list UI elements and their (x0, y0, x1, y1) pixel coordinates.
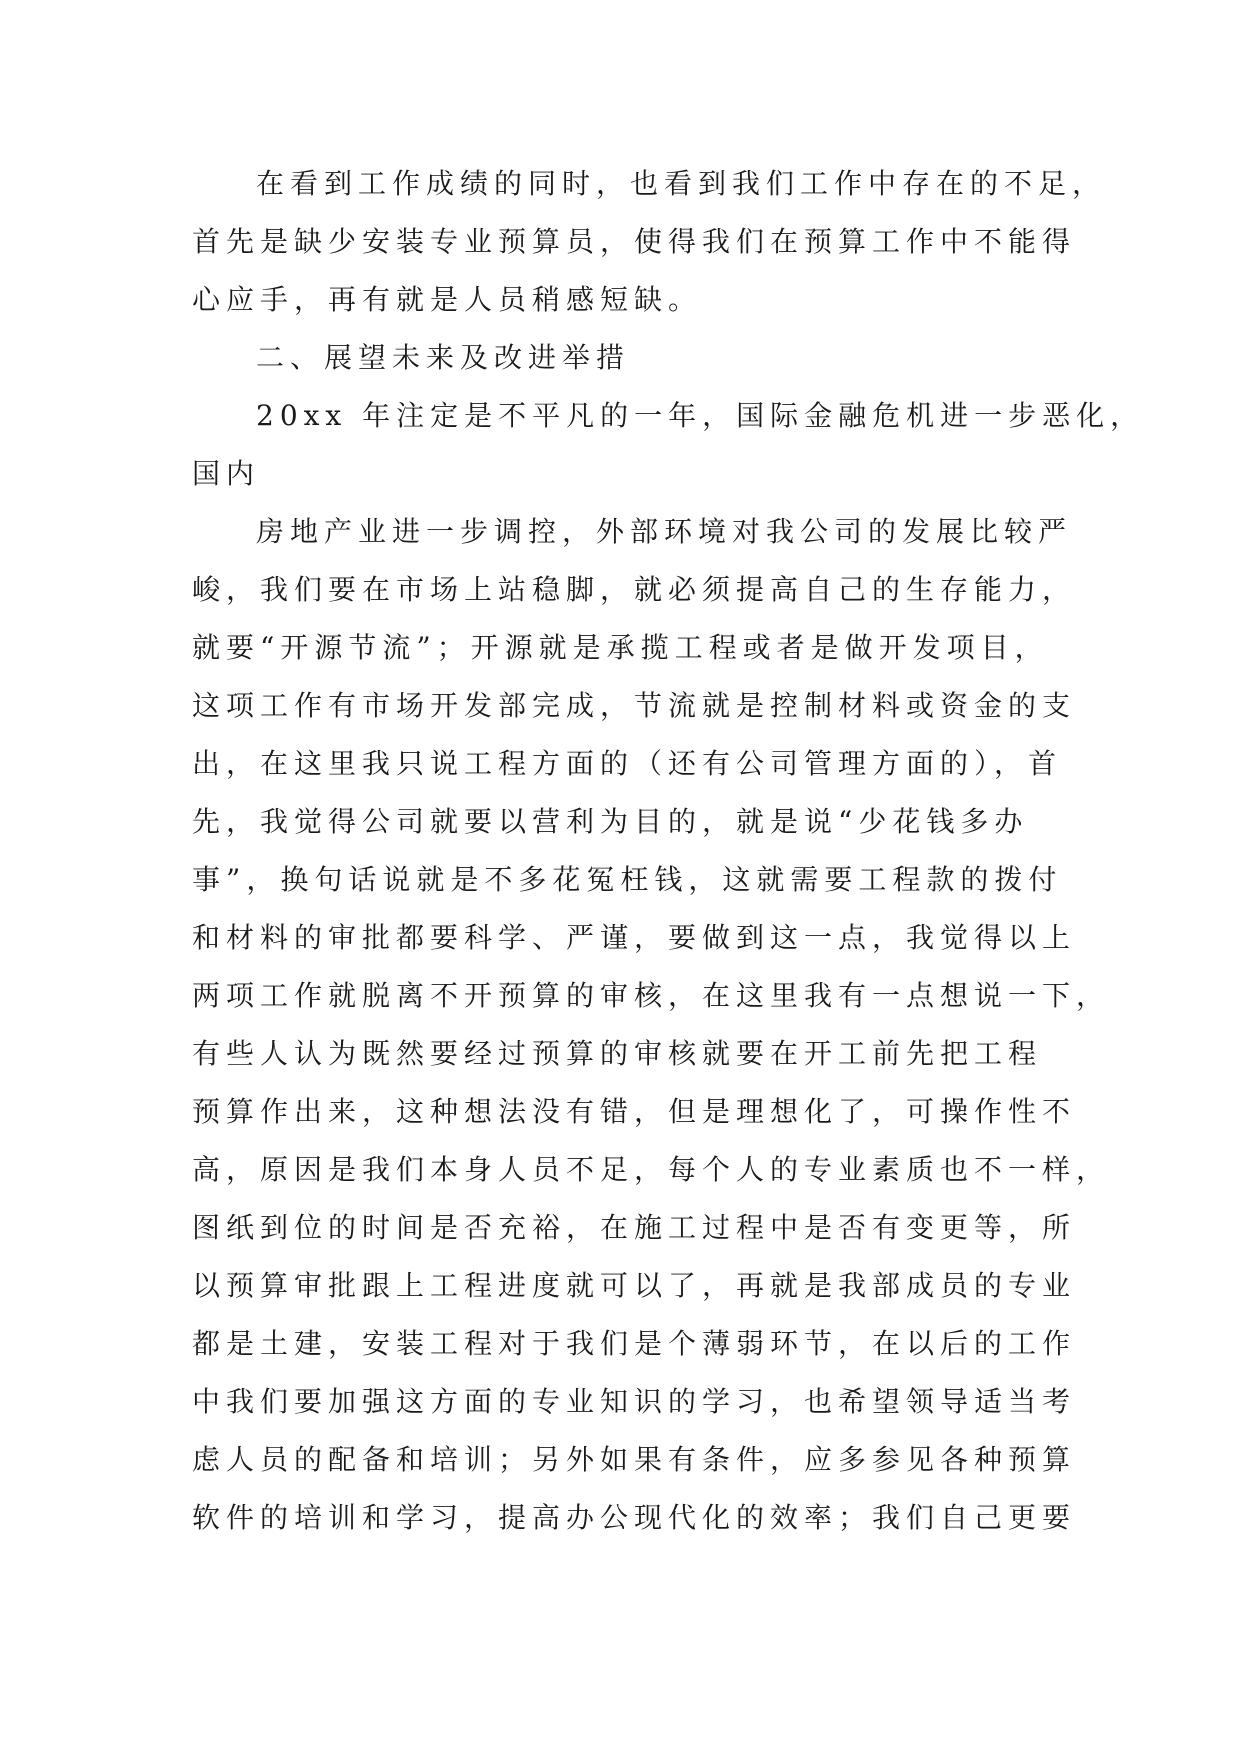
paragraph-line: 20xx 年注定是不平凡的一年，国际金融危机进一步恶化， (256, 399, 1145, 432)
paragraph-line: 就要“开源节流”；开源就是承揽工程或者是做开发项目， (192, 631, 1049, 664)
paragraph-line: 和材料的审批都要科学、严谨，要做到这一点，我觉得以上 (192, 921, 1077, 954)
paragraph-line: 出，在这里我只说工程方面的（还有公司管理方面的），首 (192, 747, 1063, 780)
paragraph-line: 两项工作就脱离不开预算的审核，在这里我有一点想说一下， (192, 979, 1111, 1012)
paragraph-line: 图纸到位的时间是否充裕，在施工过程中是否有变更等，所 (192, 1211, 1077, 1244)
paragraph-line: 心应手，再有就是人员稍感短缺。 (192, 283, 703, 316)
paragraph-line: 峻，我们要在市场上站稳脚，就必须提高自己的生存能力， (192, 573, 1077, 606)
paragraph-line: 房地产业进一步调控，外部环境对我公司的发展比较严 (256, 515, 1073, 548)
paragraph-line: 虑人员的配备和培训；另外如果有条件，应多参见各种预算 (192, 1443, 1077, 1476)
paragraph-line: 国内 (192, 457, 261, 490)
paragraph-line: 在看到工作成绩的同时，也看到我们工作中存在的不足， (256, 167, 1107, 200)
paragraph-line: 这项工作有市场开发部完成，节流就是控制材料或资金的支 (192, 689, 1077, 722)
paragraph-line: 中我们要加强这方面的专业知识的学习，也希望领导适当考 (192, 1385, 1077, 1418)
paragraph-line: 有些人认为既然要经过预算的审核就要在开工前先把工程 (192, 1037, 1043, 1070)
paragraph-line: 以预算审批跟上工程进度就可以了，再就是我部成员的专业 (192, 1269, 1077, 1302)
paragraph-line: 都是土建，安装工程对于我们是个薄弱环节，在以后的工作 (192, 1327, 1077, 1360)
paragraph-line: 事”，换句话说就是不多花冤枉钱，这就需要工程款的拨付 (192, 863, 1063, 896)
body-text (192, 155, 1145, 1547)
section-heading: 二、展望未来及改进举措 (256, 341, 631, 374)
paragraph-line: 先，我觉得公司就要以营利为目的，就是说“少花钱多办 (192, 805, 1029, 838)
paragraph-line: 软件的培训和学习，提高办公现代化的效率；我们自己更要 (192, 1501, 1077, 1534)
paragraph-line: 预算作出来，这种想法没有错，但是理想化了，可操作性不 (192, 1095, 1077, 1128)
paragraph-line: 高，原因是我们本身人员不足，每个人的专业素质也不一样， (192, 1153, 1111, 1186)
paragraph-line: 首先是缺少安装专业预算员，使得我们在预算工作中不能得 (192, 225, 1077, 258)
